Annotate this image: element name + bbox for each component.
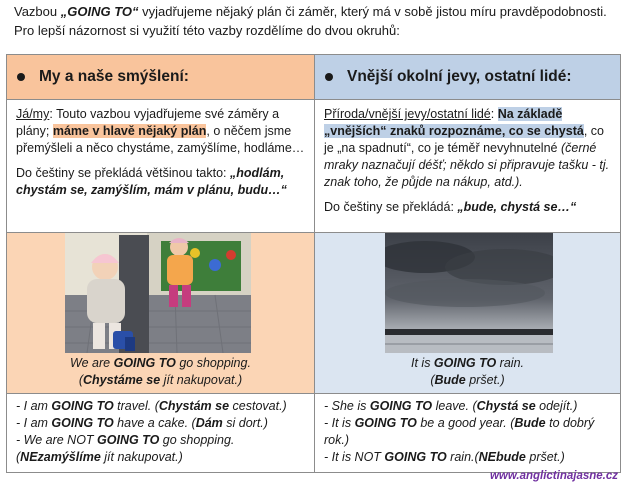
- intro-text-2: vyjadřujeme nějaký plán či záměr, který má v sobě jistou míru pravděpodobnosti. Pro lepší názornost si využití této vazby rozdělíme do dvou okruhů:: [14, 4, 607, 38]
- right-example-2: - It is GOING TO be a good year. (Bude to dobrý rok.): [324, 416, 595, 447]
- left-explanation-cell: [7, 100, 315, 233]
- intro-going-to: „GOING TO“: [60, 4, 139, 19]
- right-header-cell: [315, 55, 621, 100]
- right-example-note: (černé mraky naznačují déšť; někdo si připravuje tašku - tj. znak toho, že půjde na nákup, atd.).: [324, 141, 610, 189]
- website-link[interactable]: www.anglictinajasne.cz: [489, 470, 618, 482]
- left-text-a: : Touto vazbou vyjadřujeme své záměry a plány;: [16, 107, 280, 138]
- left-text-b: , o něčem jsme přemýšleli a něco chystáme, zamýšlíme, hodláme…: [16, 124, 305, 155]
- comparison-table: [6, 54, 621, 473]
- left-highlight: máme v hlavě nějaký plán: [52, 124, 207, 138]
- left-subject-label: Já/my: [16, 107, 50, 121]
- left-examples-cell: [7, 394, 315, 473]
- left-example-2: - I am GOING TO have a cake. (Dám si dort.): [16, 416, 268, 430]
- right-translation-label: Do češtiny se překládá:: [324, 200, 458, 214]
- left-example-3: - We are NOT GOING TO go shopping.: [16, 433, 235, 447]
- right-highlight: Na základě „vnějších“ znaků rozpoznáme, co se chystá: [324, 107, 584, 138]
- right-photo-cell: [315, 233, 621, 394]
- right-colon: :: [490, 107, 498, 121]
- left-example-4: (NEzamýšlíme jít nakupovat.): [16, 450, 183, 464]
- left-caption-2: (Chystáme se jít nakupovat.): [78, 373, 243, 387]
- children-shopping-photo: [65, 233, 251, 353]
- right-caption-1: It is GOING TO rain.: [411, 356, 524, 370]
- right-translation: „bude, chystá se…“: [457, 200, 577, 214]
- right-example-1: - She is GOING TO leave. (Chystá se odejít.): [324, 399, 578, 413]
- right-examples-cell: [315, 394, 621, 473]
- rain-clouds-photo: [385, 233, 553, 353]
- right-subject-label: Příroda/vnější jevy/ostatní lidé: [324, 107, 491, 121]
- left-photo-cell: [7, 233, 315, 394]
- right-header-title: Vnější okolní jevy, ostatní lidé:: [347, 68, 572, 85]
- right-explanation-cell: [315, 100, 621, 233]
- right-caption-2: (Bude pršet.): [430, 373, 505, 387]
- left-caption-1: We are GOING TO go shopping.: [70, 356, 251, 370]
- right-text-a: , co je „na spadnutí“, co je téměř nevyhnutelné: [324, 124, 604, 155]
- left-header-cell: [7, 55, 315, 100]
- bullet-icon: [17, 73, 25, 81]
- intro-text-1: Vazbou: [14, 4, 61, 19]
- left-translation: „hodlám, chystám se, zamýšlím, mám v plánu, budu…“: [16, 166, 287, 197]
- left-header-title: My a naše smýšlení:: [39, 68, 189, 85]
- right-example-3: - It is NOT GOING TO rain.(NEbude pršet.): [324, 450, 565, 464]
- left-example-1: - I am GOING TO travel. (Chystám se cestovat.): [16, 399, 287, 413]
- intro-paragraph: [14, 2, 614, 40]
- left-translation-label: Do češtiny se překládá většinou takto:: [16, 166, 231, 180]
- bullet-icon: [325, 73, 333, 81]
